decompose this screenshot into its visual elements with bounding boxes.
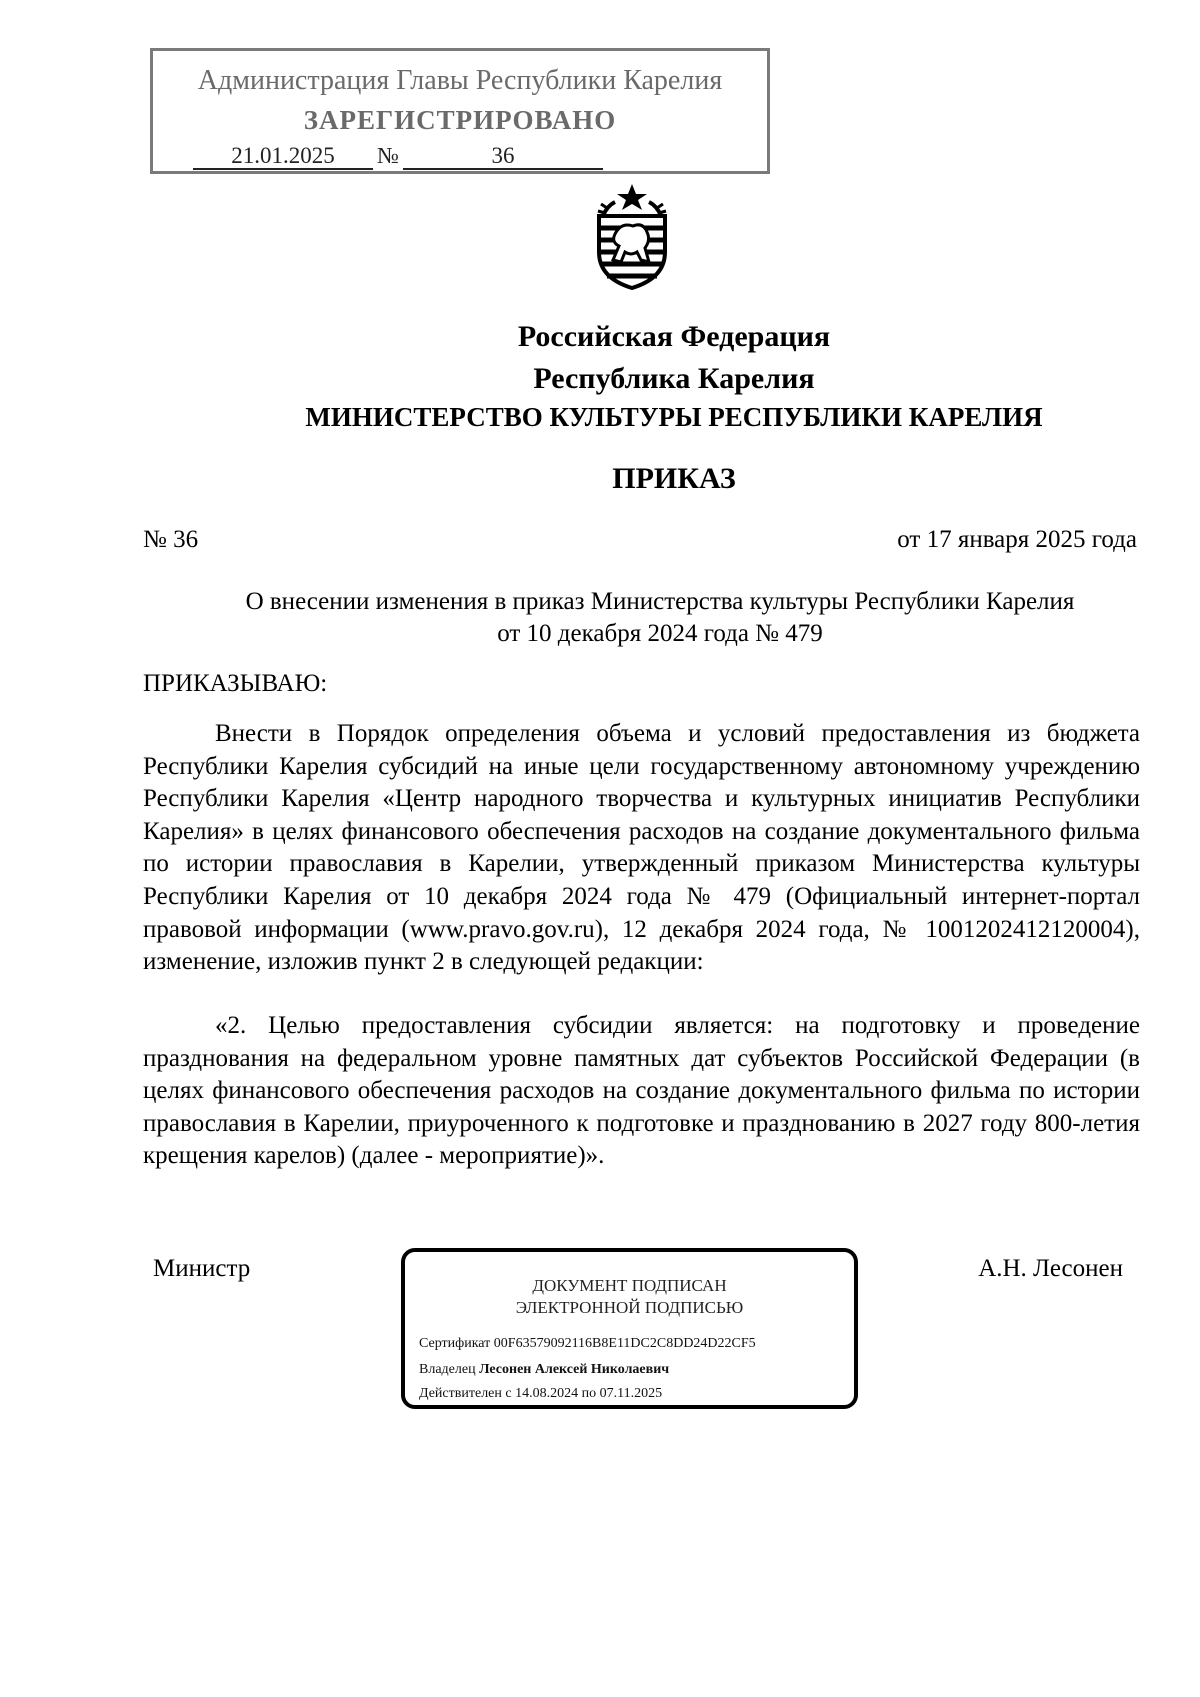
- subject-line-2: от 10 декабря 2024 года № 479: [497, 620, 823, 647]
- karelia-coat-of-arms-icon: [585, 182, 679, 292]
- subject-line-1: О внесении изменения в приказ Министерства культуры Республики Карелия: [245, 588, 1075, 615]
- registration-number: 36: [403, 144, 603, 170]
- document-type: ПРИКАЗ: [612, 462, 736, 495]
- esig-owner-value: Лесонен Алексей Николаевич: [479, 1362, 670, 1377]
- order-date: от 17 января 2025 года: [897, 526, 1137, 553]
- esig-certificate: [419, 1336, 756, 1352]
- header-ministry: МИНИСТЕРСТВО КУЛЬТУРЫ РЕСПУБЛИКИ КАРЕЛИЯ: [305, 402, 1043, 432]
- body-paragraph-2: «2. Целью предоставления субсидии является: на подготовку и проведение празднования на федеральном уровне памятных дат субъектов Российской Федерации (в целях финансового обеспечения расходов на создание документального фильма по истории православия в Карелии, приуроченного к подготовке и празднованию в 2027 году 800-летия крещения карелов) (далее - мероприятие)».: [143, 1012, 1140, 1170]
- registration-number-label: №: [377, 143, 399, 168]
- signatory-name: А.Н. Лесонен: [978, 1255, 1123, 1282]
- esig-certificate-label: Сертификат: [419, 1336, 491, 1351]
- order-subject: [143, 586, 1137, 650]
- registration-details: [193, 143, 603, 170]
- electronic-signature-stamp: [401, 1248, 858, 1409]
- esig-owner-label: Владелец: [419, 1362, 476, 1377]
- header-region: Республика Карелия: [533, 362, 815, 395]
- esig-heading-2: ЭЛЕКТРОННОЙ ПОДПИСЬЮ: [515, 1298, 744, 1317]
- registration-status: ЗАРЕГИСТРИРОВАНО: [303, 105, 617, 135]
- registration-authority: Администрация Главы Республики Карелия: [197, 65, 723, 96]
- order-number: № 36: [143, 526, 199, 553]
- esig-valid-from: 14.08.2024: [515, 1386, 579, 1401]
- directive-heading: ПРИКАЗЫВАЮ:: [143, 670, 328, 697]
- esig-valid-to-label: по: [581, 1386, 597, 1401]
- registration-date: 21.01.2025: [193, 144, 373, 170]
- body-paragraph-1: Внести в Порядок определения объема и условий предоставления из бюджета Республики Карелия субсидий на иные цели государственному автономному учреждению Республики Карелия «Центр народного творчества и культурных инициатив Республики Карелия» в целях финансового обеспечения расходов на создание документального фильма по истории православия в Карелии, утвержденный приказом Министерства культуры Республики Карелия от 10 декабря 2024 года № 479 (Официальный интернет-портал правовой информации (www.pravo.gov.ru), 12 декабря 2024 года, № 1001202412120004), изменение, изложив пункт 2 в следующей редакции:: [143, 720, 1140, 976]
- esig-owner: [419, 1362, 669, 1378]
- registration-stamp: [150, 48, 770, 174]
- esig-certificate-value: 00F63579092116B8E11DC2C8DD24D22CF5: [493, 1336, 756, 1351]
- esig-valid-label: Действителен с: [419, 1386, 512, 1401]
- signatory-title: Министр: [153, 1255, 251, 1282]
- esig-valid-to: 07.11.2025: [599, 1386, 663, 1401]
- esig-validity: [419, 1386, 662, 1402]
- header-country: Российская Федерация: [517, 320, 831, 353]
- esig-heading-1: ДОКУМЕНТ ПОДПИСАН: [532, 1276, 727, 1295]
